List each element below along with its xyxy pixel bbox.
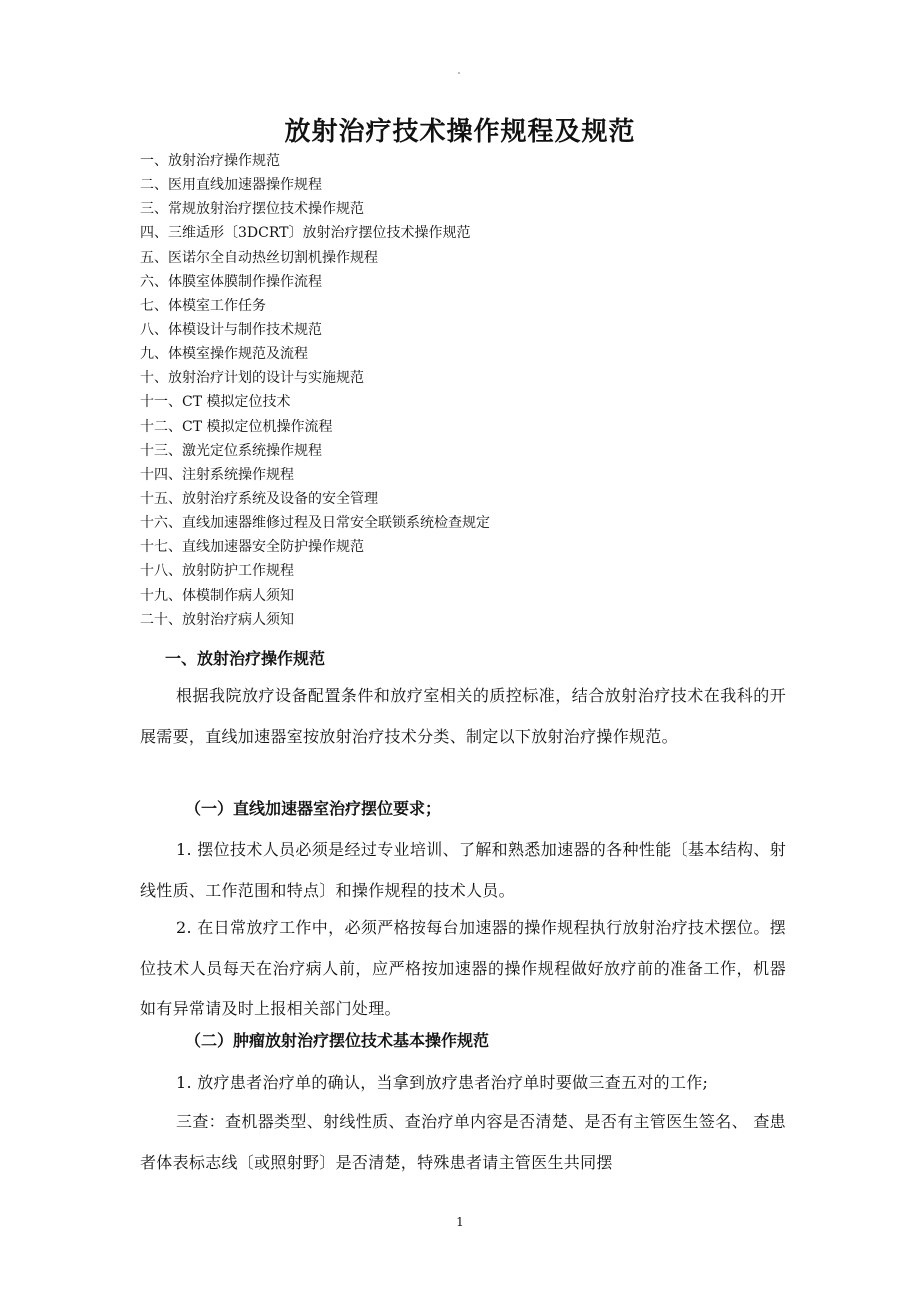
subheading-basic-procedure: （二）肿瘤放射治疗摆位技术基本操作规范	[185, 1031, 490, 1050]
toc-item: 八、体模设计与制作技术规范	[140, 321, 322, 338]
paragraph-three-checks: 三查：查机器类型、射线性质、查治疗单内容是否清楚、是否有主管医生签名、 查患者体表标志线〔或照射野〕是否清楚，特殊患者请主管医生共同摆	[140, 1112, 786, 1172]
paragraph-item-2: 2. 在日常放疗工作中，必须严格按每台加速器的操作规程执行放射治疗技术摆位。摆位技术人员每天在治疗病人前，应严格按加速器的操作规程做好放疗前的准备工作，机器如有异常请及时上报相关部门处理。	[140, 918, 786, 1018]
intro-paragraph: 根据我院放疗设备配置条件和放疗室相关的质控标准，结合放射治疗技术在我科的开展需要，直线加速器室按放射治疗技术分类、制定以下放射治疗操作规范。	[140, 686, 786, 746]
toc-item: 一、放射治疗操作规范	[140, 153, 280, 169]
page-number: 1	[456, 1215, 464, 1229]
toc-item: 九、体模室操作规范及流程	[140, 346, 308, 363]
toc-item: 五、医诺尔全自动热丝切割机操作规程	[140, 249, 378, 266]
toc-item: 十八、放射防护工作规程	[140, 563, 294, 580]
toc-item: 十七、直线加速器安全防护操作规范	[140, 539, 364, 556]
toc-item: 二十、放射治疗病人须知	[140, 611, 294, 628]
paragraph-item-3: 1. 放疗患者治疗单的确认，当拿到放疗患者治疗单时要做三查五对的工作;	[176, 1073, 709, 1092]
toc-item: 七、体模室工作任务	[140, 297, 266, 314]
table-of-contents	[140, 149, 490, 632]
toc-item: 十四、注射系统操作规程	[140, 466, 294, 483]
toc-item: 十二、CT 模拟定位机操作流程	[140, 418, 333, 435]
toc-item: 四、三维适形〔3DCRT〕放射治疗摆位技术操作规范	[140, 225, 471, 242]
toc-item: 十六、直线加速器维修过程及日常安全联锁系统检查规定	[140, 515, 490, 532]
paragraph-item-1: 1. 摆位技术人员必须是经过专业培训、了解和熟悉加速器的各种性能〔基本结构、射线性质、工作范围和特点〕和操作规程的技术人员。	[140, 840, 786, 900]
toc-item: 十、放射治疗计划的设计与实施规范	[140, 370, 364, 387]
toc-item: 二、医用直线加速器操作规程	[140, 177, 322, 194]
subheading-positioning-requirements: （一）直线加速器室治疗摆位要求；	[185, 799, 442, 818]
toc-item: 十三、激光定位系统操作规程	[140, 442, 322, 459]
toc-item: 六、体膜室体膜制作操作流程	[140, 273, 322, 290]
toc-item: 十五、放射治疗系统及设备的安全管理	[140, 490, 378, 507]
toc-item: 十九、体模制作病人须知	[140, 587, 294, 604]
top-dot	[458, 72, 460, 74]
document-title: 放射治疗技术操作规程及规范	[284, 117, 636, 147]
toc-item: 十一、CT 模拟定位技术	[140, 394, 291, 411]
section-heading: 一、放射治疗操作规范	[165, 649, 326, 668]
toc-item: 三、常规放射治疗摆位技术操作规范	[140, 201, 364, 218]
